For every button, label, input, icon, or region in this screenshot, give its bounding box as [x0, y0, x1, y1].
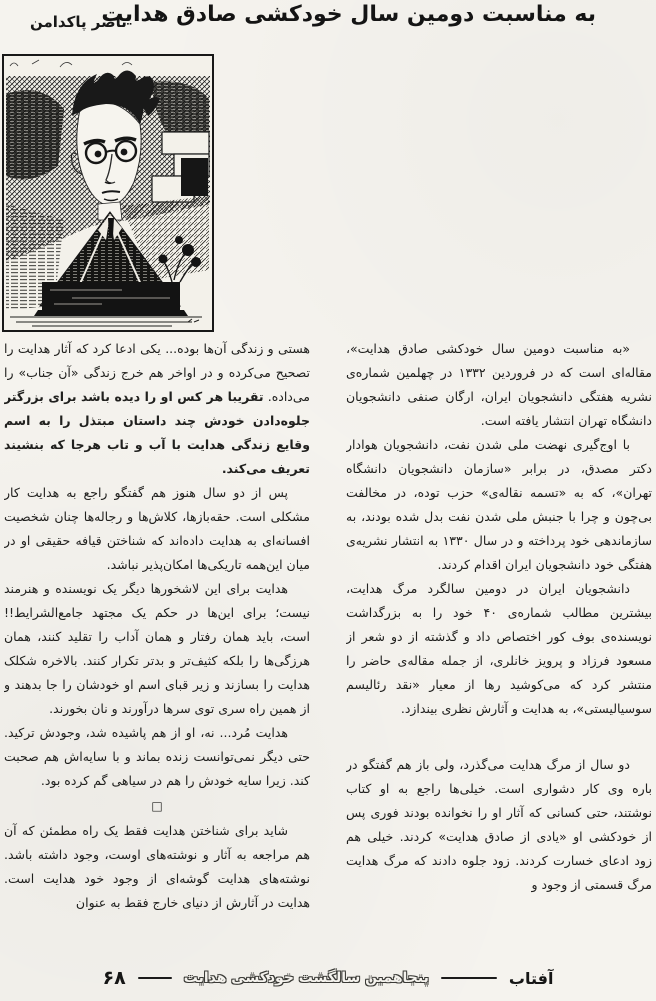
section-break-square-icon: □	[151, 799, 163, 813]
portrait-drawing-icon	[2, 54, 214, 332]
paragraph-text: هستی و زندگی آن‌ها بوده... یکی ادعا کرد که آثار هدایت را تصحیح می‌کرده و در اواخر هم خرج زندگی «آن جناب» را می‌داده.	[4, 341, 310, 404]
author-name: ناصر پاکدامن	[30, 13, 127, 31]
paragraph-emphasis-text: تقریبا هر کس او را دیده باشد برای بزرگتر جلوه‌دادن خودش چند داستان مبتذل را به اسم وقایع زندگی هدایت با آب و تاب هرجا که بنشیند تعریف می‌کند.	[4, 389, 310, 476]
intro-paragraph: با اوج‌گیری نهضت ملی شدن نفت، دانشجویان هوادار دکتر مصدق، در برابر «سازمان دانشجویان دانشگاه تهران»، که به «تسمه نقاله‌ی» حزب توده، در مخالفت بی‌چون و چرا با جنبش ملی شدن نفت بدل شده بودند، به سازماندهی خود پرداخته و در سال ۱۳۳۰ به انتشار نشریه‌ی هفتگی خود دانشجویان ایران اقدام کردند.	[346, 437, 652, 572]
footer-rule	[441, 977, 497, 979]
article-paragraph: هدایت برای این لاشخورها دیگر یک نویسنده و هنرمند نیست؛ برای این‌ها در حکم یک مجتهد جامع‌الشرایط!! است، باید همان رفتار و همان آداب را تقلید کنند، همان هرزگی‌ها را بلکه کثیف‌تر و بدتر تکرار کنند. بالاخره شکلک هدایت را بسازند و زیر قبای اسم او خودشان را جا بدهند و از همین راه سری توی سرها درآورند و نان بخورند.	[4, 581, 310, 716]
footer-rule	[138, 977, 172, 979]
page-footer	[0, 967, 656, 989]
article-paragraph: پس از دو سال هنوز هم گفتگو راجع به هدایت کار مشکلی است. حقه‌بازها، کلاش‌ها و رجاله‌ها چنان شخصیت افسانه‌ای به هدایت داده‌اند که شناختن قیافه حقیقی او در میان این‌همه تاریکی‌ها امکان‌پذیر نباشد.	[4, 485, 310, 572]
intro-paragraph: دانشجویان ایران در دومین سالگرد مرگ هدایت، بیشترین مطالب شماره‌ی ۴۰ خود را به بزرگداشت نویسنده‌ی بوف کور اختصاص داد و گذشته از دو شعر از مسعود فرزاد و پرویز خانلری، از جمله مقاله‌ی حاضر را منتشر کرد که می‌کوشید رها از معیار «نقد رئالیسم سوسیالیستی»، به هدایت و آثارش نظری بیندازد.	[346, 581, 652, 716]
magazine-name: آفتاب	[508, 968, 554, 988]
column-article-body	[4, 337, 310, 965]
article-paragraph: شاید برای شناختن هدایت فقط یک راه مطمئن که آن هم مراجعه به آثار و نوشته‌های اوست، وجود داشته باشد. نوشته‌های هدایت گوشه‌ای از وجود خود هدایت است. هدایت در آثارش از دنیای خارج فقط به عنوان	[4, 823, 310, 910]
article-paragraph	[4, 337, 310, 481]
footer-section-title: پنجاهمین سالگشت خودکشی هدایت	[183, 970, 429, 986]
column-intro-note	[346, 337, 652, 965]
article-lead-paragraph: دو سال از مرگ هدایت می‌گذرد، ولی باز هم گفتگو در باره وی کار دشواری است. خیلی‌ها راجع به او کتاب نوشتند، حتی کسانی که آثار او را نخوانده بودند فوری پس از خودکشی او «یادی از صادق هدایت» کردند. خیلی هم زود ادعای خسارت کردند. زود جلوه دادند که مرگ هدایت مرگ قسمتی از وجود و	[346, 757, 652, 892]
page-number: ۶۸	[102, 967, 126, 989]
intro-paragraph: «به مناسبت دومین سال خودکشی صادق هدایت»، مقاله‌ای است که در فروردین ۱۳۳۲ در چهلمین شماره‌ی نشریه هفتگی دانشجویان ایران، ارگان صنفی دانشجویان دانشگاه تهران انتشار یافته است.	[346, 341, 652, 428]
hedayat-portrait-illustration	[2, 54, 214, 332]
article-title: به مناسبت دومین سال خودکشی صادق هدایت	[101, 2, 596, 27]
article-paragraph: هدایت مُرد... نه، او از هم پاشیده شد، وجودش ترکید. حتی دیگر نمی‌توانست زنده بماند و با سایه‌اش هم صحبت کند. زیرا سایه خودش را هم در سیاهی گم کرده بود.	[4, 725, 310, 788]
